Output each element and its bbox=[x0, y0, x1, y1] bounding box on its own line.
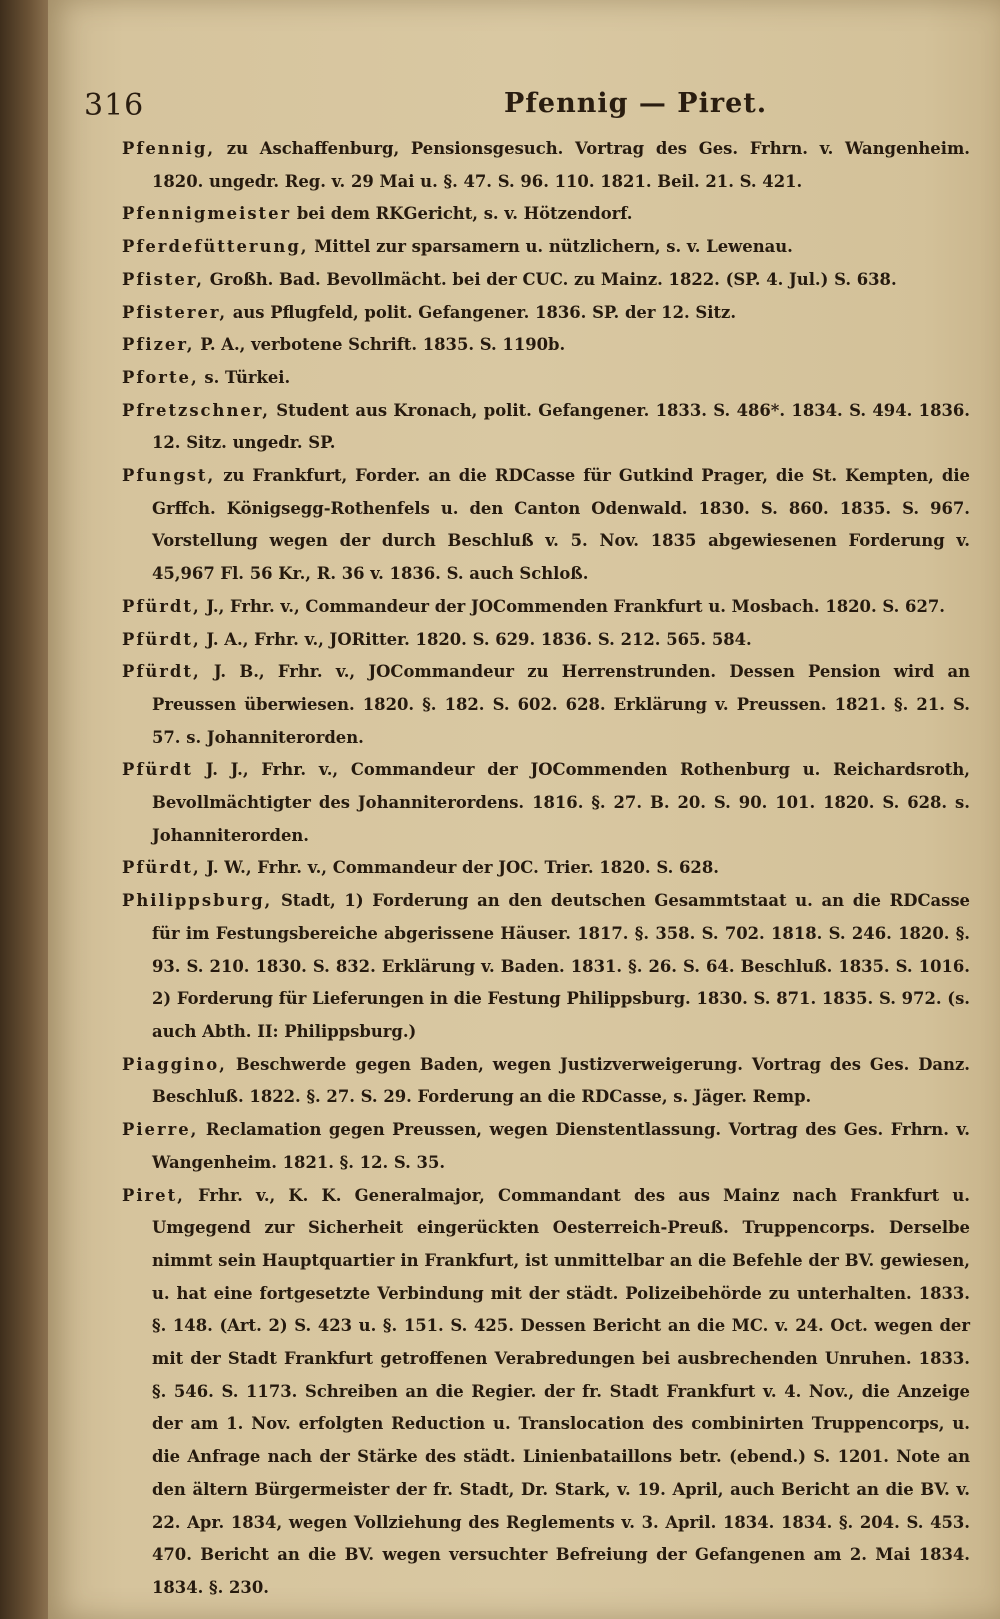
entry-text: zu Frankfurt, Forder. an die RDCasse für Gutkind Prager, die St. Kempten, die Grffch. Königsegg-Rothenfels u. den Canton Odenwald. 1830. S. 860. 1835. S. 967. Vorstellung wegen der durch Beschluß v. 5. Nov. 1835 abgewiesenen Forderung v. 45,967 Fl. 56 Kr., R. 36 v. 1836. S. auch Schloß. bbox=[152, 466, 970, 584]
entry-headword: Pfürdt, bbox=[122, 662, 201, 682]
entry-headword: Pfister, bbox=[122, 269, 204, 289]
entry-headword: Pfürdt, bbox=[122, 596, 201, 616]
index-entry bbox=[122, 297, 970, 330]
entry-headword: Pfizer, bbox=[122, 335, 195, 355]
entry-headword: Pfürdt bbox=[122, 760, 193, 780]
entry-text: J. B., Frhr. v., JOCommandeur zu Herrenstrunden. Dessen Pension wird an Preussen überwiesen. 1820. §. 182. S. 602. 628. Erklärung v. Preussen. 1821. §. 21. S. 57. s. Johanniterorden. bbox=[152, 662, 970, 747]
entry-text: s. Türkei. bbox=[204, 367, 291, 387]
index-entry bbox=[122, 1114, 970, 1179]
entry-text: Mittel zur sparsamern u. nützlichern, s. v. Lewenau. bbox=[314, 237, 793, 257]
entry-text: Stadt, 1) Forderung an den deutschen Gesammtstaat u. an die RDCasse für im Festungsbereiche abgerissene Häuser. 1817. §. 358. S. 702. 1818. S. 246. 1820. §. 93. S. 210. 1830. S. 832. Erklärung v. Baden. 1831. §. 26. S. 64. Beschluß. 1835. S. 1016. 2) Forderung für Lieferungen in die Festung Philippsburg. 1830. S. 871. 1835. S. 972. (s. auch Abth. II: Philippsburg.) bbox=[152, 891, 970, 1041]
index-entry bbox=[122, 1049, 970, 1114]
entry-headword: Pierre, bbox=[122, 1120, 199, 1140]
entry-text: Reclamation gegen Preussen, wegen Dienstentlassung. Vortrag des Ges. Frhrn. v. Wangenheim. 1821. §. 12. S. 35. bbox=[152, 1120, 971, 1172]
entry-headword: Pfürdt, bbox=[122, 858, 201, 878]
index-entry bbox=[122, 329, 970, 362]
entry-headword: Pfennig, bbox=[122, 139, 216, 158]
page-number: 316 bbox=[84, 88, 145, 123]
entry-headword: Pfisterer, bbox=[122, 302, 228, 322]
entry-text: J., Frhr. v., Commandeur der JOCommenden Frankfurt u. Mosbach. 1820. S. 627. bbox=[206, 596, 945, 616]
entry-text: Student aus Kronach, polit. Gefangener. 1833. S. 486*. 1834. S. 494. 1836. 12. Sitz. ungedr. SP. bbox=[152, 400, 970, 453]
book-spine-shadow bbox=[0, 0, 48, 1619]
entry-text: Beschwerde gegen Baden, wegen Justizverweigerung. Vortrag des Ges. Danz. Beschluß. 1822. §. 27. S. 29. Forderung an die RDCasse, s. Jäger. Remp. bbox=[152, 1054, 970, 1107]
index-entry bbox=[122, 460, 970, 591]
entry-text: P. A., verbotene Schrift. 1835. S. 1190b. bbox=[200, 335, 566, 355]
index-entries bbox=[122, 133, 970, 1605]
entry-text: Frhr. v., K. K. Generalmajor, Commandant des aus Mainz nach Frankfurt u. Umgegend zur Sicherheit eingerückten Oesterreich-Preuß. Truppencorps. Derselbe nimmt sein Hauptquartier in Frankfurt, ist unmittelbar an die Befehle der BV. gewiesen, u. hat eine fortgesetzte Verbindung mit der städt. Polizeibehörde zu unterhalten. 1833. §. 148. (Art. 2) S. 423 u. §. 151. S. 425. Dessen Bericht an die MC. v. 24. Oct. wegen der mit der Stadt Frankfurt getroffenen Verabredungen bei ausbrechenden Unruhen. 1833. §. 546. S. 1173. Schreiben an die Regier. der fr. Stadt Frankfurt v. 4. Nov., die Anzeige der am 1. Nov. erfolgten Reduction u. Translocation des combinirten Truppencorps, u. die Anfrage nach der Stärke des städt. Linienbataillons betr. (ebend.) S. 1201. Note an den ältern Bürgermeister der fr. Stadt, Dr. Stark, v. 19. April, auch Bericht an die BV. v. 22. Apr. 1834, wegen Vollziehung des Reglements v. 3. April. 1834. 1834. §. 204. S. 453. 470. Bericht an die BV. wegen versuchter Befreiung der Gefangenen am 2. Mai 1834. 1834. §. 230. bbox=[152, 1185, 970, 1597]
index-entry bbox=[122, 591, 970, 624]
entry-headword: Pfennigmeister bbox=[122, 204, 292, 224]
index-entry bbox=[122, 754, 970, 852]
running-title: Pfennig — Piret. bbox=[504, 88, 768, 119]
index-entry bbox=[122, 133, 970, 198]
page-header bbox=[84, 88, 954, 128]
index-entry bbox=[122, 362, 970, 395]
index-entry bbox=[122, 198, 970, 231]
index-entry bbox=[122, 624, 970, 657]
entry-headword: Piret, bbox=[122, 1185, 185, 1205]
entry-headword: Pfungst, bbox=[122, 466, 216, 486]
index-entry bbox=[122, 656, 970, 754]
entry-headword: Piaggino, bbox=[122, 1054, 227, 1074]
index-entry bbox=[122, 1180, 970, 1605]
entry-text: Großh. Bad. Bevollmächt. bei der CUC. zu Mainz. 1822. (SP. 4. Jul.) S. 638. bbox=[209, 269, 897, 289]
index-entry bbox=[122, 395, 970, 460]
index-entry bbox=[122, 885, 970, 1049]
entry-headword: Pforte, bbox=[122, 367, 199, 387]
entry-headword: Pferdefütterung, bbox=[122, 237, 309, 257]
entry-text: aus Pflugfeld, polit. Gefangener. 1836. SP. der 12. Sitz. bbox=[232, 302, 737, 322]
entry-text: bei dem RKGericht, s. v. Hötzendorf. bbox=[296, 204, 633, 224]
entry-text: zu Aschaffenburg, Pensionsgesuch. Vortrag des Ges. Frhrn. v. Wangenheim. 1820. ungedr. Reg. v. 29 Mai u. §. 47. S. 96. 110. 1821. Beil. 21. S. 421. bbox=[152, 139, 970, 191]
index-entry bbox=[122, 852, 970, 885]
entry-headword: Philippsburg, bbox=[122, 891, 273, 911]
entry-text: J. A., Frhr. v., JORitter. 1820. S. 629. 1836. S. 212. 565. 584. bbox=[206, 629, 752, 649]
entry-headword: Pfretzschner, bbox=[122, 400, 270, 420]
index-entry bbox=[122, 231, 970, 264]
entry-text: J. W., Frhr. v., Commandeur der JOC. Trier. 1820. S. 628. bbox=[206, 858, 719, 878]
index-entry bbox=[122, 264, 970, 297]
entry-text: J. J., Frhr. v., Commandeur der JOCommenden Rothenburg u. Reichardsroth, Bevollmächtigter des Johanniterordens. 1816. §. 27. B. 20. S. 90. 101. 1820. S. 628. s. Johanniterorden. bbox=[152, 760, 970, 845]
entry-headword: Pfürdt, bbox=[122, 629, 201, 649]
